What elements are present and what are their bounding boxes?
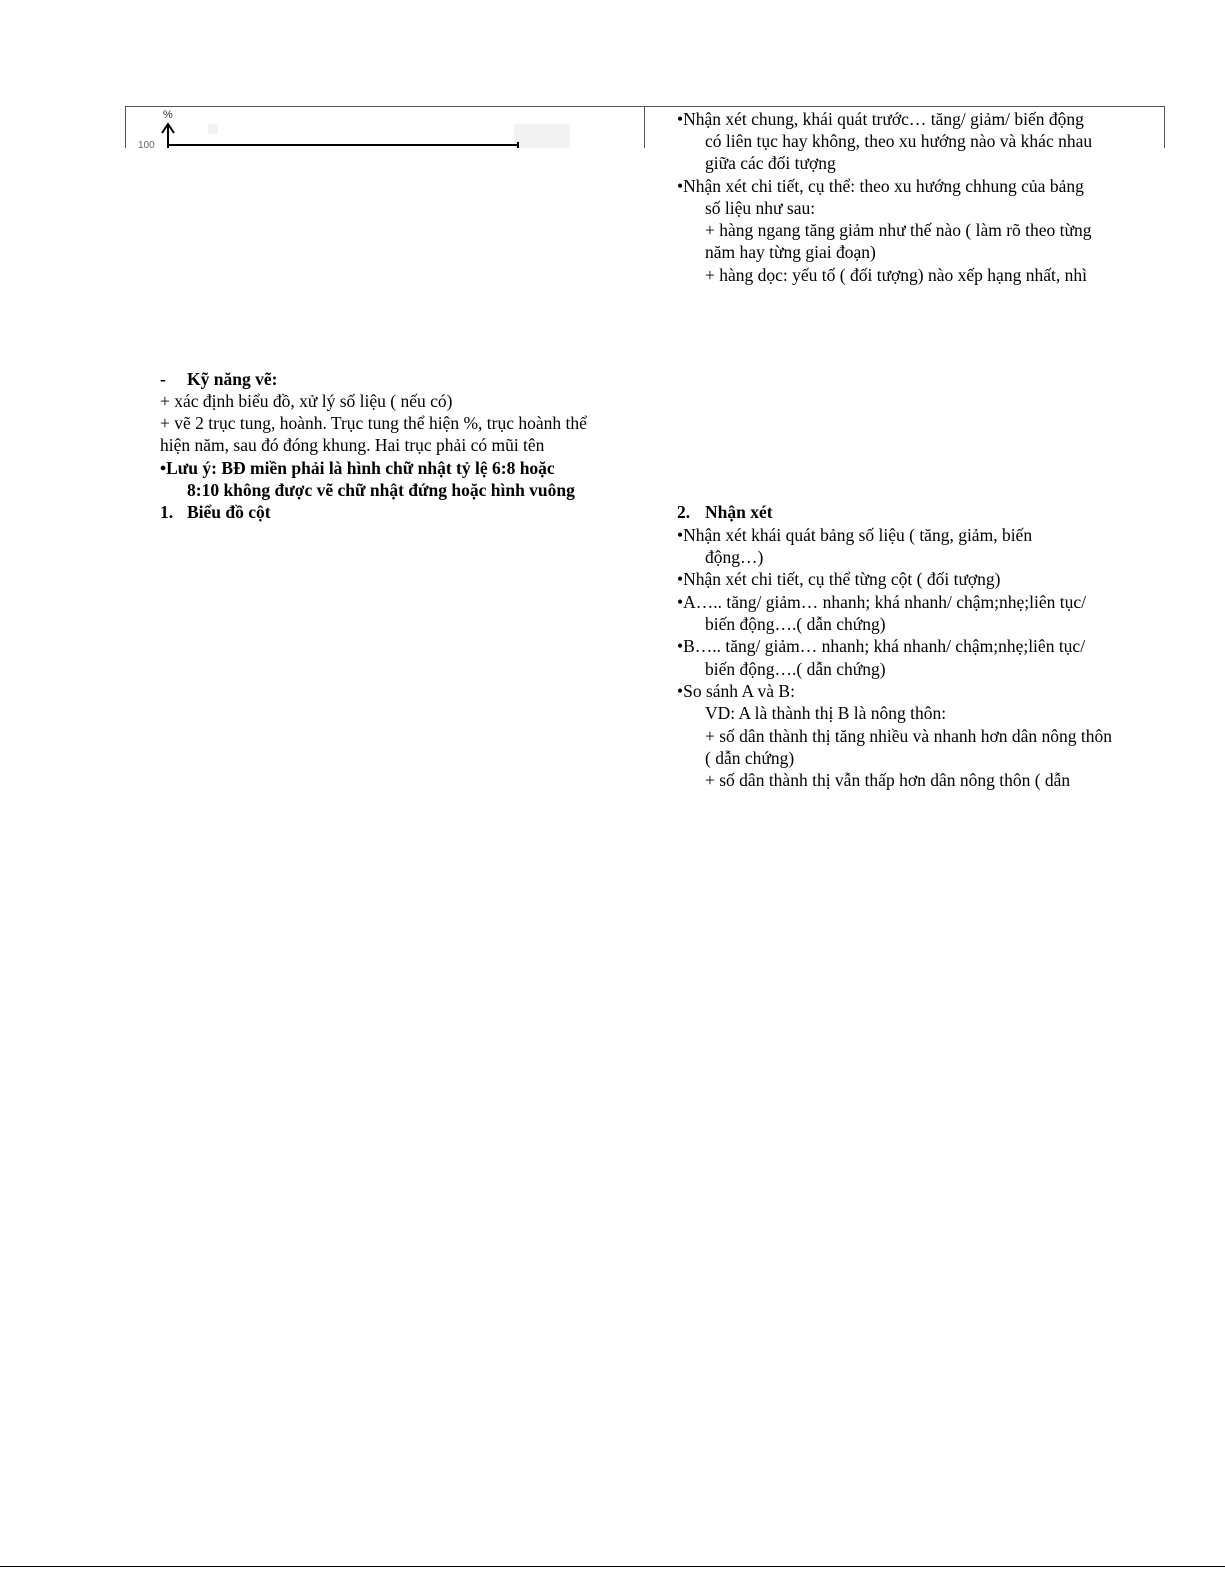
chart-stub: [126, 107, 644, 148]
text-line: VD: A là thành thị B là nông thôn:: [705, 703, 947, 723]
text-line: động…): [705, 547, 764, 567]
text-line: + vẽ 2 trục tung, hoành. Trục tung thể hiện %, trục hoành thể: [160, 413, 587, 433]
section-heading: Kỹ năng vẽ:: [187, 369, 278, 389]
text-line: giữa các đối tượng: [705, 153, 836, 173]
table-divider: [644, 106, 645, 148]
section-title: Biểu đồ cột: [187, 502, 271, 522]
text-line: số liệu như sau:: [705, 198, 816, 218]
section-title: Nhận xét: [705, 502, 773, 522]
text-line: •B….. tăng/ giảm… nhanh; khá nhanh/ chậm;nhẹ;liên tục/: [677, 636, 1086, 656]
section-number: 2.: [677, 502, 691, 522]
page-bottom-rule: [0, 1566, 1225, 1567]
section-number: 1.: [160, 502, 174, 522]
chart-shade-left: [208, 124, 218, 134]
text-line: + số dân thành thị vẫn thấp hơn dân nông thôn ( dẫn: [705, 770, 1071, 790]
text-line: •So sánh A và B:: [677, 681, 795, 701]
note-line: 8:10 không được vẽ chữ nhật đứng hoặc hình vuông: [187, 480, 575, 500]
y-tick-100: 100: [138, 140, 155, 148]
text-line: biến động….( dẫn chứng): [705, 614, 886, 634]
text-line: + hàng dọc: yếu tố ( đối tượng) nào xếp hạng nhất, nhì: [705, 265, 1087, 285]
text-line: ( dẫn chứng): [705, 748, 795, 768]
text-line: •A….. tăng/ giảm… nhanh; khá nhanh/ chậm;nhẹ;liên tục/: [677, 592, 1087, 612]
text-line: •Nhận xét chi tiết, cụ thể từng cột ( đối tượng): [677, 569, 1001, 589]
text-line: •Nhận xét chi tiết, cụ thể: theo xu hướng chhung của bảng: [677, 176, 1084, 196]
chart-shade-right: [514, 124, 570, 148]
text-line: hiện năm, sau đó đóng khung. Hai trục phải có mũi tên: [160, 435, 545, 455]
text-line: + xác định biểu đồ, xử lý số liệu ( nếu có): [160, 391, 453, 411]
text-line: •Nhận xét khái quát bảng số liệu ( tăng, giảm, biến: [677, 525, 1033, 545]
list-dash: -: [160, 369, 166, 389]
text-line: + số dân thành thị tăng nhiều và nhanh hơn dân nông thôn: [705, 726, 1112, 746]
note-line: •Lưu ý: BĐ miền phải là hình chữ nhật tỷ lệ 6:8 hoặc: [160, 458, 555, 478]
text-line: có liên tục hay không, theo xu hướng nào và khác nhau: [705, 131, 1093, 151]
unit-label: %: [163, 109, 173, 121]
text-line: biến động….( dẫn chứng): [705, 659, 886, 679]
text-line: năm hay từng giai đoạn): [705, 242, 876, 262]
text-line: + hàng ngang tăng giảm như thế nào ( làm rõ theo từng: [705, 220, 1092, 240]
text-line: •Nhận xét chung, khái quát trước… tăng/ giảm/ biến động: [677, 109, 1084, 129]
